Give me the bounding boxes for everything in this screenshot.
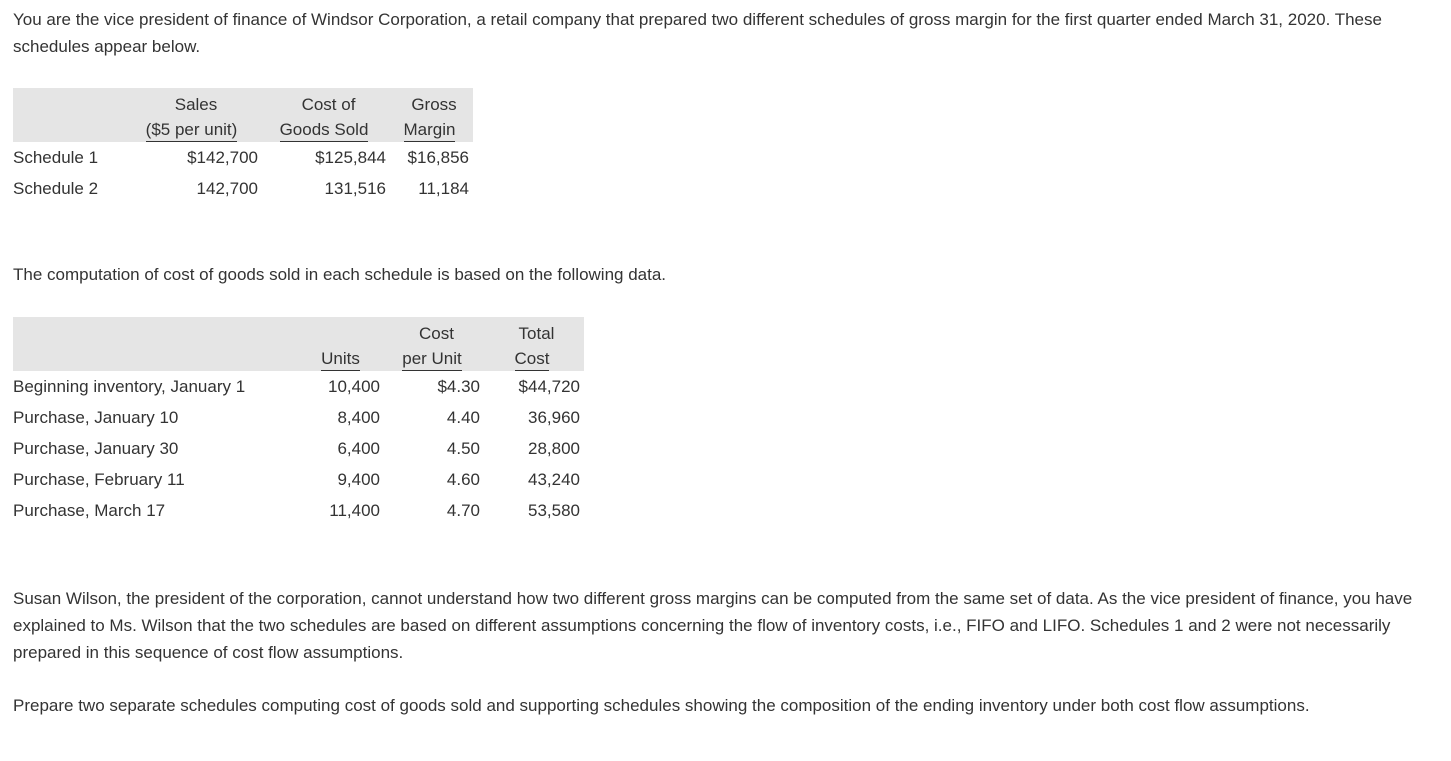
unit-cost-value: 4.40 — [446, 407, 480, 427]
total-cost-value: $44,720 — [518, 376, 580, 396]
header-units-line2: Units — [321, 349, 360, 371]
header-units-line1 — [301, 317, 384, 344]
units-value: 8,400 — [337, 407, 380, 427]
table-row — [13, 464, 584, 495]
header-unit-cost-line2: per Unit — [402, 349, 462, 371]
inventory-cost-table — [13, 317, 584, 526]
row-label: Purchase, February 11 — [13, 469, 185, 489]
table-row — [13, 402, 584, 433]
header-margin-line2: Margin — [404, 120, 456, 142]
header-sales-line2: ($5 per unit) — [146, 120, 238, 142]
explanation-paragraph: Susan Wilson, the president of the corporation, cannot understand how two different gross margins can be computed from the same set of data. As the vice president of finance, you have explained to Ms. Wilson that the two schedules are based on different assumptions concerning the flow of inventory costs, i.e., FIFO and LIFO. Schedules 1 and 2 were not necessarily prepared in this sequence of cost flow assumptions. — [13, 589, 1413, 662]
total-cost-value: 28,800 — [528, 438, 580, 458]
unit-cost-value: $4.30 — [437, 376, 480, 396]
header-total-cost-line1: Total — [484, 317, 584, 344]
unit-cost-value: 4.60 — [446, 469, 480, 489]
cogs-value: $125,844 — [315, 147, 386, 167]
header-margin-line1: Gross — [390, 88, 473, 115]
units-value: 6,400 — [337, 438, 380, 458]
row-label: Purchase, March 17 — [13, 500, 166, 520]
header-unit-cost-line1: Cost — [384, 317, 484, 344]
total-cost-value: 36,960 — [528, 407, 580, 427]
gross-header-row-1 — [13, 88, 473, 115]
total-cost-value: 43,240 — [528, 469, 580, 489]
row-label: Purchase, January 30 — [13, 438, 179, 458]
data-intro-paragraph: The computation of cost of goods sold in each schedule is based on the following data. — [13, 265, 667, 284]
cogs-value: 131,516 — [324, 178, 386, 198]
table-row — [13, 433, 584, 464]
task-paragraph: Prepare two separate schedules computing cost of goods sold and supporting schedules showing the composition of the ending inventory under both cost flow assumptions. — [13, 696, 1310, 715]
cost-header-row-1 — [13, 317, 584, 344]
intro-paragraph: You are the vice president of finance of Windsor Corporation, a retail company that prepared two different schedules of gross margin for the first quarter ended March 31, 2020. These schedules appear below. — [13, 10, 1382, 56]
row-label: Beginning inventory, January 1 — [13, 376, 246, 396]
gross-header-row-2 — [13, 115, 473, 142]
gross-margin-table — [13, 88, 473, 204]
header-cogs-line2: Goods Sold — [280, 120, 369, 142]
total-cost-value: 53,580 — [528, 500, 580, 520]
units-value: 9,400 — [337, 469, 380, 489]
header-total-cost-line2: Cost — [515, 349, 550, 371]
units-value: 10,400 — [328, 376, 380, 396]
table-row — [13, 371, 584, 402]
units-value: 11,400 — [329, 500, 380, 520]
row-label: Schedule 1 — [13, 147, 99, 167]
header-sales-line1: Sales — [125, 88, 262, 115]
cost-header-row-2 — [13, 344, 584, 371]
unit-cost-value: 4.50 — [446, 438, 480, 458]
header-cogs-line1: Cost of — [262, 88, 390, 115]
table-row — [13, 173, 473, 204]
sales-value: 142,700 — [196, 178, 258, 198]
table-row — [13, 495, 584, 526]
sales-value: $142,700 — [187, 147, 258, 167]
table-row — [13, 142, 473, 173]
row-label: Schedule 2 — [13, 178, 99, 198]
margin-value: $16,856 — [407, 147, 469, 167]
row-label: Purchase, January 10 — [13, 407, 179, 427]
margin-value: 11,184 — [418, 178, 469, 198]
unit-cost-value: 4.70 — [446, 500, 480, 520]
